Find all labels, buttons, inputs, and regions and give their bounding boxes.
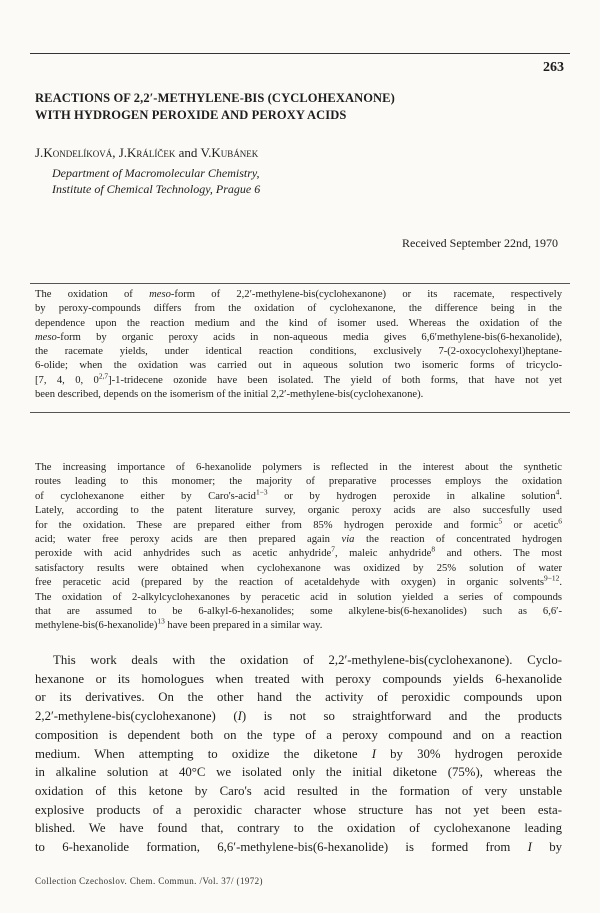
body-line: composition is dependent both on the type of a peroxy compound and on a reaction: [35, 727, 562, 742]
intro-line: satisfactory results were obtained when cyclohexanone was oxidized by 25% solution of water: [35, 562, 562, 574]
header-rule: [30, 53, 570, 54]
abstract-line: dependence upon the reaction medium and the kind of isomer used. Whereas the oxidation of the: [35, 317, 562, 329]
body-line: explosive products of a peroxidic character whose structure has not yet been esta-: [35, 802, 562, 817]
intro-line: The oxidation of 2-alkylcyclohexanones by peracetic acid in solution yielded a series of compounds: [35, 591, 562, 603]
body-line: medium. When attempting to oxidize the diketone I by 30% hydrogen peroxide: [35, 746, 563, 761]
received-date: Received September 22nd, 1970: [402, 236, 558, 250]
author-initial: J.: [35, 145, 44, 160]
intro-line: of cyclohexanone either by Caro's-acid$^{1-3}$ or by hydrogen peroxide in alkaline solution$^4$.: [35, 487, 562, 502]
abstract-line: by peroxy-compounds differs from the oxidation of cyclohexanone, the difference being in the: [35, 303, 562, 315]
abstract-line: The oxidation of meso-form of 2,2′-methylene-bis(cyclohexanone) or its racemate, respectively: [35, 289, 562, 300]
title-line: REACTIONS OF 2,2′-METHYLENE-BIS (CYCLOHEXANONE): [35, 91, 395, 105]
affiliation-line: Department of Macromolecular Chemistry,: [52, 166, 260, 180]
author-list: [35, 145, 258, 161]
journal-footer: Collection Czechoslov. Chem. Commun. /Vol. 37/ (1972): [35, 876, 263, 886]
introduction: [35, 461, 562, 634]
body-text: [35, 651, 562, 857]
body-line: hexanone or its homologues when treated with peroxy compounds yields 6-hexanolide: [35, 671, 562, 686]
intro-line: routes leading to this monomer; the majority of preparative processes employs the oxidation: [35, 476, 562, 488]
abstract-rule-top: [30, 283, 570, 284]
abstract: [35, 288, 562, 402]
body-line: to 6-hexanolide formation, 6,6′-methylene-bis(6-hexanolide) is formed from I by: [35, 840, 563, 855]
author-separator: and: [175, 145, 201, 160]
abstract-rule-bottom: [30, 412, 570, 413]
body-line: This work deals with the oxidation of 2,2′-methylene-bis(cyclohexanone). Cyclo-: [53, 653, 562, 667]
intro-line: Lately, according to the patent literature survey, organic peroxy acids are also succesfully used: [35, 505, 562, 517]
affiliation-line: Institute of Chemical Technology, Prague 6: [52, 181, 261, 196]
intro-line: acid; water free peroxy acids are then prepared again via the reaction of concentrated hydrogen: [35, 534, 562, 546]
page-number: 263: [543, 60, 564, 75]
body-line: oxidation of this ketone by Caro's acid resulted in the formation of very unstable: [35, 783, 562, 798]
intro-line: The increasing importance of 6-hexanolide polymers is reflected in the interest about the synthetic: [35, 462, 562, 473]
abstract-line: meso-form by organic peroxy acids in non-aqueous media gives 6,6′methylene-bis(6-hexanolide),: [35, 331, 562, 343]
body-line: blished. We have found that, contrary to the oxidation of cyclohexanone leading: [35, 821, 562, 836]
intro-line: for the oxidation. These are prepared either from 85% hydrogen peroxide and formic$^5$ or acetic$^6$: [35, 516, 562, 531]
author-separator: ,: [112, 145, 119, 160]
intro-line: free peracetic acid (prepared by the reaction of acetaldehyde with oxygen) in organic solvents$^{9-12}$.: [35, 573, 562, 589]
author-name: Králíček: [127, 145, 176, 160]
intro-line: that are assumed to be 6-alkyl-6-hexanolides; some alkylene-bis(6-hexanolides) such as 6,6′-: [35, 606, 562, 618]
abstract-line: [7, 4, 0, 0$^{2,7}$]-1-tridecene ozonide have been isolated. The yield of both forms, that have not yet: [35, 371, 562, 386]
affiliation: [52, 166, 260, 197]
author-name: Kubánek: [211, 145, 259, 160]
body-line: or its derivatives. On the other hand the activity of peroxidic compounds upon: [35, 690, 562, 705]
article-title: [35, 90, 570, 124]
abstract-line: the racemate yields, under identical reaction conditions, exclusively 7-(2-oxocyclohexyl)heptane-: [35, 346, 562, 358]
author-initial: J.: [118, 145, 128, 160]
title-line: WITH HYDROGEN PEROXIDE AND PEROXY ACIDS: [35, 108, 347, 122]
abstract-line: been described, depends on the isomerism of the initial 2,2′-methylene-bis(cyclohexanone).: [35, 389, 424, 401]
body-line: in alkaline solution at 40°C we isolated only the initial diketone (75%), whereas the: [35, 765, 562, 780]
intro-line: methylene-bis(6-hexanolide)$^{13}$ have been prepared in a similar way.: [35, 616, 323, 632]
author-initial: V.: [200, 145, 212, 160]
body-line: 2,2′-methylene-bis(cyclohexanone) (I) is not so straightforward and the products: [35, 709, 562, 724]
abstract-line: 6-olide; when the oxidation was carried out in aqueous solution two isomeric forms of tricyclo-: [35, 360, 562, 372]
author-name: Kondelíková: [43, 145, 113, 160]
intro-line: peroxide with acid anhydrides such as acetic anhydride$^7$, maleic anhydride$^8$ and others. The most: [35, 544, 563, 560]
